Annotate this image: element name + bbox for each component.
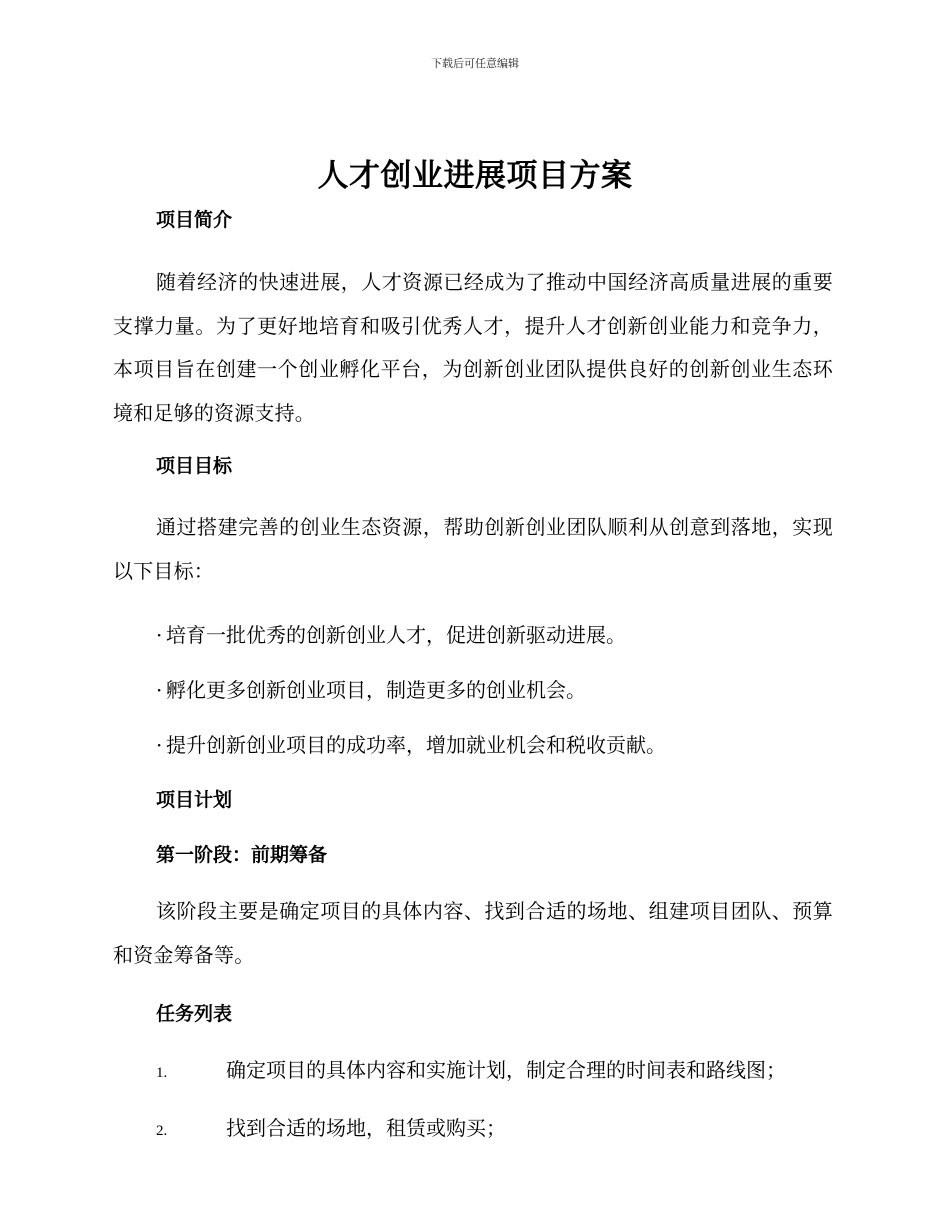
- task-text: 确定项目的具体内容和实施计划，制定合理的时间表和路线图；: [226, 1058, 786, 1082]
- document-body: [113, 205, 833, 1146]
- phase1-heading: 第一阶段：前期筹备: [156, 844, 328, 866]
- goal-bullet: [113, 675, 833, 705]
- bullet-dot: ·: [156, 623, 163, 647]
- goal-bullet-text: 培育一批优秀的创新创业人才，促进创新驱动进展。: [166, 623, 626, 647]
- document-title: 人才创业进展项目方案: [317, 158, 633, 194]
- header-note: 下载后可任意编辑: [431, 57, 519, 70]
- intro-paragraph: 随着经济的快速进展，人才资源已经成为了推动中国经济高质量进展的重要支撑力量。为了更好地培育和吸引优秀人才，提升人才创新创业能力和竞争力，本项目旨在创建一个创业孵化平台，为创新创业团队提供良好的创新创业生态环境和足够的资源支持。: [113, 270, 833, 425]
- bullet-dot: ·: [156, 733, 163, 757]
- goal-bullet-text: 孵化更多创新创业项目，制造更多的创业机会。: [166, 678, 586, 702]
- task-number: 2.: [156, 1123, 168, 1139]
- goal-bullet: [113, 620, 833, 650]
- task-item: [113, 1113, 833, 1146]
- section-heading-plan: 项目计划: [156, 789, 233, 811]
- bullet-dot: ·: [156, 678, 163, 702]
- goal-bullet: [113, 730, 833, 760]
- goal-bullet-text: 提升创新创业项目的成功率，增加就业机会和税收贡献。: [166, 733, 666, 757]
- section-heading-goal: 项目目标: [156, 455, 233, 477]
- task-item: [113, 1055, 833, 1088]
- task-list-heading: 任务列表: [156, 1003, 233, 1025]
- task-number: 1.: [156, 1065, 168, 1081]
- section-heading-intro: 项目简介: [156, 209, 233, 231]
- goal-paragraph: 通过搭建完善的创业生态资源，帮助创新创业团队顺利从创意到落地，实现以下目标：: [113, 515, 833, 583]
- phase1-paragraph: 该阶段主要是确定项目的具体内容、找到合适的场地、组建项目团队、预算和资金筹备等。: [113, 899, 833, 967]
- task-text: 找到合适的场地，租赁或购买；: [226, 1116, 506, 1140]
